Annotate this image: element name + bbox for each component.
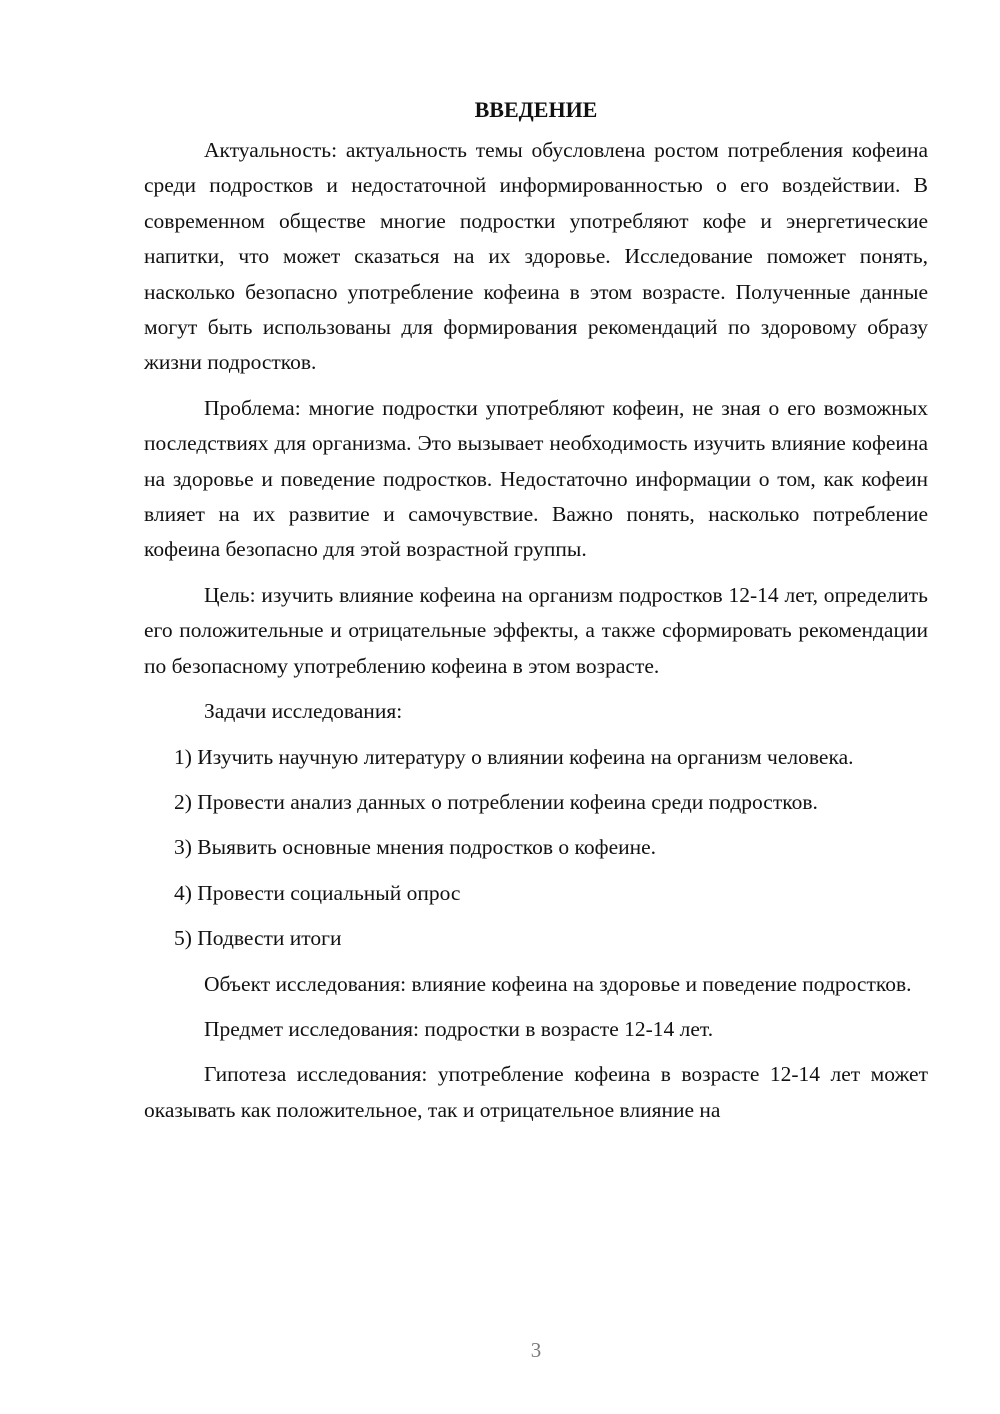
task-item-2: 2) Провести анализ данных о потреблении кофеина среди подростков. bbox=[174, 789, 818, 814]
task-item-4: 4) Провести социальный опрос bbox=[174, 880, 461, 905]
subject-paragraph: Предмет исследования: подростки в возрасте 12-14 лет. bbox=[204, 1016, 714, 1041]
hypothesis-paragraph: Гипотеза исследования: употребление кофеина в возрасте 12-14 лет может оказывать как положительное, так и отрицательное влияние на bbox=[144, 1062, 928, 1122]
relevance-paragraph: Актуальность: актуальность темы обусловлена ростом потребления кофеина среди подростков и недостаточной информированностью о его воздействии. В современном обществе многие подростки употребляют кофе и энергетические напитки, что может сказаться на их здоровье. Исследование поможет понять, насколько безопасно употребление кофеина в этом возрасте. Полученные данные могут быть использованы для формирования рекомендаций по здоровому образу жизни подростков. bbox=[144, 138, 928, 375]
task-item-1: 1) Изучить научную литературу о влиянии кофеина на организм человека. bbox=[174, 744, 854, 769]
section-heading: ВВЕДЕНИЕ bbox=[474, 97, 598, 122]
task-item-3: 3) Выявить основные мнения подростков о кофеине. bbox=[174, 835, 657, 860]
object-paragraph: Объект исследования: влияние кофеина на здоровье и поведение подростков. bbox=[204, 971, 912, 996]
page-content bbox=[144, 92, 928, 1138]
goal-paragraph: Цель: изучить влияние кофеина на организм подростков 12-14 лет, определить его положительные и отрицательные эффекты, а также сформировать рекомендации по безопасному употреблению кофеина в этом возрасте. bbox=[144, 582, 928, 678]
task-item-5: 5) Подвести итоги bbox=[174, 926, 342, 951]
tasks-title: Задачи исследования: bbox=[204, 699, 403, 724]
page-number: 3 bbox=[530, 1338, 542, 1362]
problem-paragraph: Проблема: многие подростки употребляют кофеин, не зная о его возможных последствиях для организма. Это вызывает необходимость изучить влияние кофеина на здоровье и поведение подростков. Недостаточно информации о том, как кофеин влияет на их развитие и самочувствие. Важно понять, насколько потребление кофеина безопасно для этой возрастной группы. bbox=[144, 395, 928, 562]
